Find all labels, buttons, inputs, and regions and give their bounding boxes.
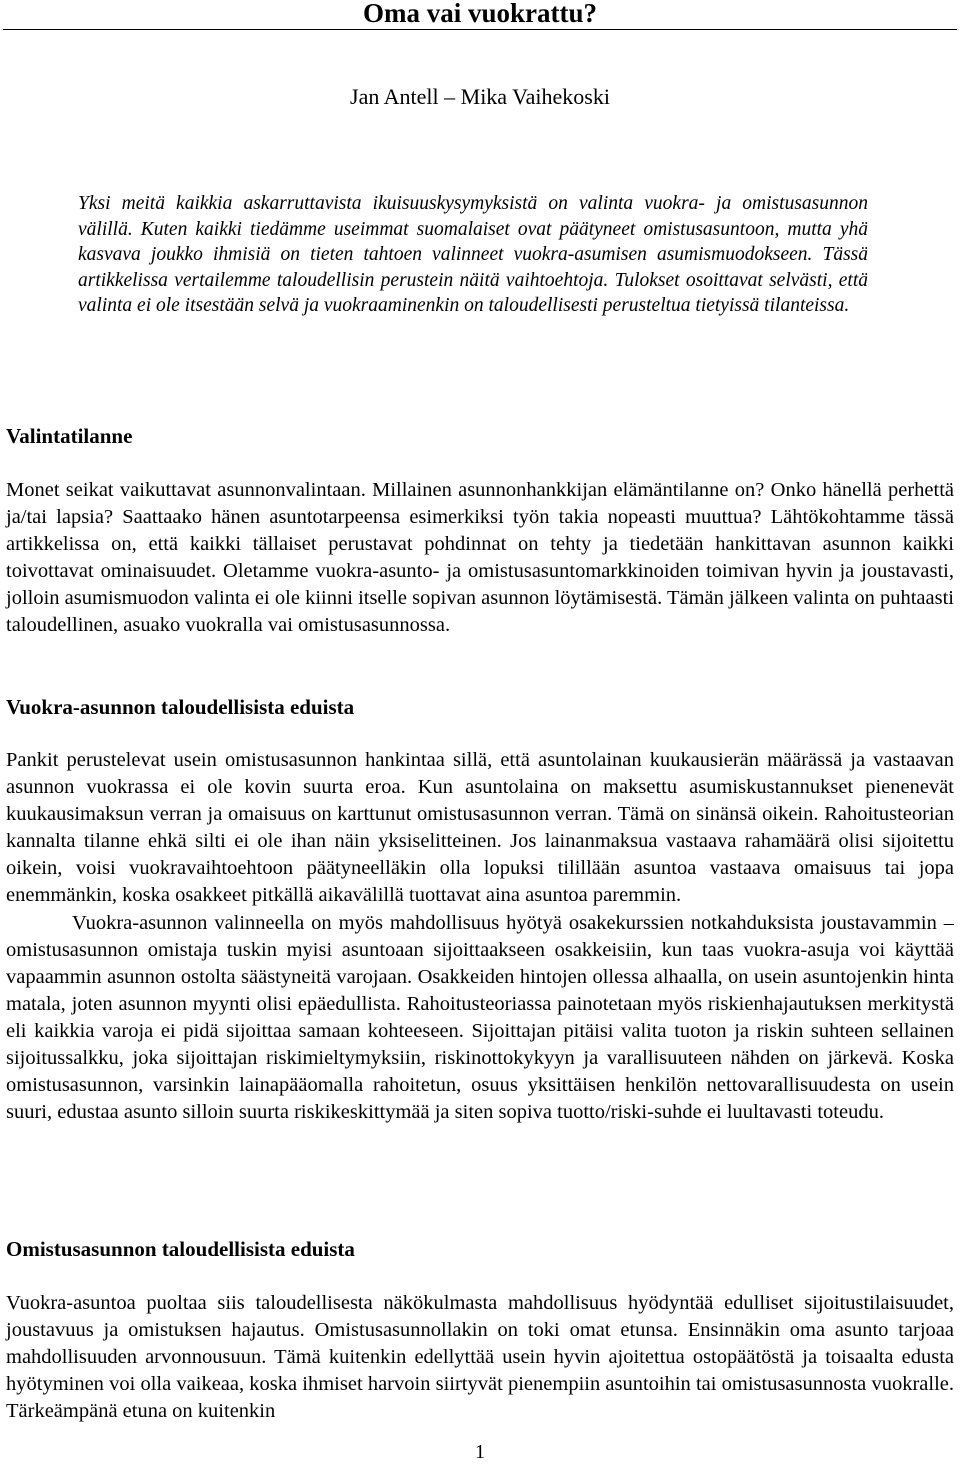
section-heading: Omistusasunnon taloudellisista eduista xyxy=(6,1237,355,1261)
authors: Jan Antell – Mika Vaihekoski xyxy=(350,84,610,109)
section-omistusasunto xyxy=(6,1236,954,1425)
article-title: Oma vai vuokrattu? xyxy=(362,0,597,28)
paragraph: Monet seikat vaikuttavat asunnonvalintaan. Millainen asunnonhankkijan elämäntilanne on? Onko hänellä perhettä ja/tai lapsia? Saattaako hänen asuntotarpeensa esimerkiksi työn takia nopeasti muuttua? Lähtökohtamme tässä artikkelissa on, että kaikki tällaiset perustavat pohdinnat on tehty ja tiedetään hankittavan asunnon kaikki toivottavat ominaisuudet. Oletamme vuokra-asunto- ja omistusasuntomarkkinoiden toimivan hyvin ja joustavasti, jolloin asumismuodon valinta ei ole kiinni itselle sopivan asunnon löytämisestä. Tämän jälkeen valinta on puhtaasti taloudellinen, asuako vuokralla vai omistusasunnossa. xyxy=(6,479,954,637)
section-heading: Vuokra-asunnon taloudellisista eduista xyxy=(6,695,355,719)
paragraph: Vuokra-asunnon valinneella on myös mahdollisuus hyötyä osakekurssien notkahduksista joustavammin – omistusasunnon omistaja tuskin myisi asuntoaan sijoittaakseen osakkeisiin, kun taas vuokra-asuja voi käyttää vapaammin asunnon ostolta säästyneitä varojaan. Osakkeiden hintojen ollessa alhaalla, on usein asuntojenkin hinta matala, joten asunnon myynti olisi epäedullista. Rahoitusteoriassa painotetaan myös riskienhajautuksen merkitystä eli kaikkia varoja ei pidä sijoittaa samaan kohteeseen. Sijoittajan pitäisi valita tuoton ja riskin suhteen sellainen sijoitussalkku, joka sijoittajan riskimieltymyksiin, riskinottokykyyn ja varallisuuteen nähden on järkevä. Koska omistusasunnon, varsinkin lainapääomalla rahoitetun, osuus yksittäisen henkilön nettovarallisuudesta on usein suuri, edustaa asunto silloin suurta riskikeskittymää ja siten sopiva tuotto/riski-suhde ei luultavasti toteudu. xyxy=(6,911,954,1124)
page-number: 1 xyxy=(475,1441,485,1463)
abstract: Yksi meitä kaikkia askarruttavista ikuisuuskysymyksistä on valinta vuokra- ja omistusasunnon välillä. Kuten kaikki tiedämme useimmat suomalaiset ovat päätyneet omistusasuntoon, mutta yhä kasvava joukko ihmisiä on tieten tahtoen valinneet vuokra-asumisen asumismuodokseen. Tässä artikkelissa vertailemme taloudellisin perustein näitä vaihtoehtoja. Tulokset osoittavat selvästi, että valinta ei ole itsestään selvä ja vuokraaminenkin on taloudellisesti perusteltua tietyissä tilanteissa. xyxy=(78,193,868,317)
section-heading: Valintatilanne xyxy=(6,424,133,448)
section-valintatilanne xyxy=(6,423,954,640)
section-vuokra-asunto xyxy=(6,694,954,1126)
title-rule xyxy=(3,29,957,30)
paragraph: Vuokra-asuntoa puoltaa siis taloudellisesta näkökulmasta mahdollisuus hyödyntää edulliset sijoitustilaisuudet, joustavuus ja omistuksen hajautus. Omistusasunnollakin on toki omat etunsa. Ensinnäkin oma asunto tarjoaa mahdollisuuden arvonnousuun. Tämä kuitenkin edellyttää usein hyvin ajoitettua ostopäätöstä ja toisaalta edusta hyötyminen voi olla vaikeaa, koska ihmiset harvoin siirtyvät pienempiin asuntoihin tai omistusasunnosta vuokralle. Tärkeämpänä etuna on kuitenkin xyxy=(6,1292,954,1423)
paragraph: Pankit perustelevat usein omistusasunnon hankintaa sillä, että asuntolainan kuukausierän määrässä ja vastaavan asunnon vuokrassa ei ole kovin suurta eroa. Kun asuntolaina on maksettu asumiskustannukset pienenevät kuukausimaksun verran ja omaisuus on karttunut omistusasunnon verran. Tämä on sinänsä oikein. Rahoitusteorian kannalta tilanne ehkä silti ei ole ihan näin yksiselitteinen. Jos lainanmaksua vastaava rahamäärä olisi sijoitettu oikein, voisi vuokravaihtoehtoon päätyneelläkin olla lopuksi tilillään asuntoa vastaava omaisuus tai jopa enemmänkin, koska osakkeet pitkällä aikavälillä tuottavat aina asuntoa paremmin. xyxy=(6,749,954,907)
